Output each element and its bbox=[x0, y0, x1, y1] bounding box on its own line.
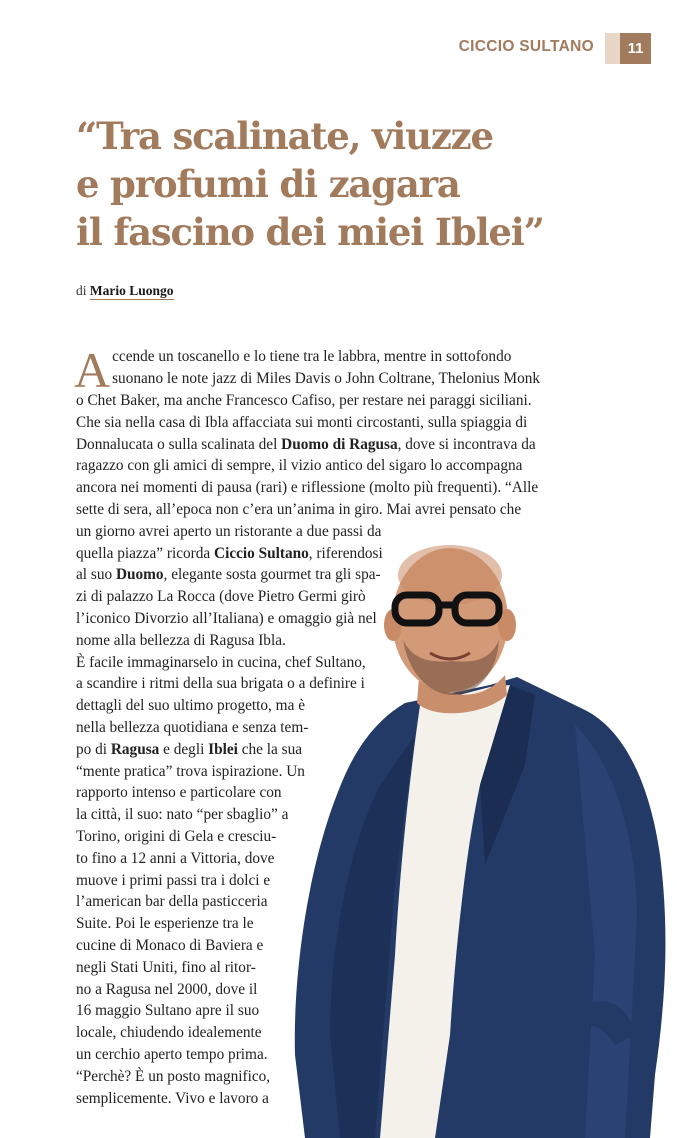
emphasis: Ragusa bbox=[110, 740, 160, 758]
article-line: negli Stati Uniti, fino al ritor- bbox=[76, 958, 256, 976]
article-line: ancora nei momenti di pausa (rari) e riflessione (molto più frequenti). “Alle bbox=[76, 479, 539, 497]
article-line: Suite. Poi le esperienze tra le bbox=[76, 915, 254, 933]
byline bbox=[76, 283, 174, 299]
article-line: o Chet Baker, ma anche Francesco Cafiso, per restare nei paraggi siciliani. bbox=[76, 392, 532, 409]
text-run: Donnalucata o sulla scalinata del bbox=[76, 435, 282, 453]
article-line: 16 maggio Sultano apre il suo bbox=[76, 1002, 260, 1020]
article-line: muove i primi passi tra i dolci e bbox=[76, 871, 271, 889]
running-header bbox=[0, 33, 677, 63]
emphasis: Duomo di Ragusa bbox=[281, 435, 398, 453]
article-line: “mente pratica” trova ispirazione. Un bbox=[76, 762, 305, 780]
article-line: nome alla bellezza di Ragusa Ibla. bbox=[76, 631, 286, 649]
text-run: che la sua bbox=[237, 740, 303, 758]
article-body bbox=[74, 342, 636, 1109]
article-line: un cerchio aperto tempo prima. bbox=[76, 1045, 268, 1063]
article-line: un giorno avrei aperto un ristorante a due passi da bbox=[76, 522, 382, 540]
emphasis: Duomo bbox=[115, 566, 164, 584]
emphasis: Iblei bbox=[208, 740, 238, 758]
text-run: al suo bbox=[76, 566, 116, 584]
article-line: Che sia nella casa di Ibla affacciata sui monti circostanti, sulla spiaggia di bbox=[76, 413, 528, 431]
author-name: Mario Luongo bbox=[89, 283, 174, 298]
article-line: no a Ragusa nel 2000, dove il bbox=[76, 980, 258, 998]
article-line: “Perchè? È un posto magnifico, bbox=[76, 1067, 271, 1085]
article-line: nella bellezza quotidiana e senza tem- bbox=[76, 718, 309, 736]
article-line: l’american bar della pasticceria bbox=[76, 893, 268, 911]
emphasis: Ciccio Sultano bbox=[214, 544, 309, 562]
article-line: l’iconico Divorzio all’Italiana) e omaggio già nel bbox=[76, 609, 377, 627]
text-run: e degli bbox=[159, 740, 209, 758]
section-label: CICCIO SULTANO bbox=[458, 38, 594, 55]
article-line bbox=[76, 434, 636, 456]
drop-cap: A bbox=[74, 342, 111, 398]
article-line: cucine di Monaco di Baviera e bbox=[76, 936, 264, 954]
headline-line: e profumi di zagara bbox=[76, 162, 460, 206]
article-line bbox=[76, 739, 636, 761]
article-line: a scandire i ritmi della sua brigata o a definire i bbox=[76, 675, 365, 693]
article-line bbox=[76, 564, 636, 586]
article-line: ccende un toscanello e lo tiene tra le labbra, mentre in sottofondo bbox=[112, 348, 512, 365]
text-run: po di bbox=[76, 740, 111, 758]
headline-line: “Tra scalinate, viuzze bbox=[76, 114, 493, 158]
article-line: dettagli del suo ultimo progetto, ma è bbox=[76, 697, 305, 715]
article-headline bbox=[76, 112, 636, 256]
article-line: sette di sera, all’epoca non c’era un’anima in giro. Mai avrei pensato che bbox=[76, 500, 522, 518]
byline-prefix: di bbox=[76, 283, 87, 298]
article-line: Torino, origini di Gela e cresciu- bbox=[76, 827, 277, 845]
text-run: quella piazza” ricorda bbox=[76, 544, 215, 562]
article-line: la città, il suo: nato “per sbaglio” a bbox=[76, 806, 289, 824]
article-line: semplicemente. Vivo e lavoro a bbox=[76, 1089, 269, 1107]
text-run: , elegante sosta gourmet tra gli spa- bbox=[163, 566, 381, 584]
article-line bbox=[76, 543, 636, 565]
article-line: È facile immaginarselo in cucina, chef Sultano, bbox=[76, 653, 366, 671]
article-line: to fino a 12 anni a Vittoria, dove bbox=[76, 849, 275, 867]
article-line: ragazzo con gli amici di sempre, il vizio antico del sigaro lo accompagna bbox=[76, 457, 523, 475]
page-number: 11 bbox=[620, 33, 651, 64]
article-line: locale, chiudendo idealemente bbox=[76, 1024, 262, 1042]
text-run: , riferendosi bbox=[308, 544, 383, 562]
article-line: rapporto intenso e particolare con bbox=[76, 784, 282, 802]
article-line: suonano le note jazz di Miles Davis o John Coltrane, Thelonius Monk bbox=[112, 369, 541, 387]
article-line: zi di palazzo La Rocca (dove Pietro Germi girò bbox=[76, 588, 366, 606]
text-run: , dove si incontrava da bbox=[397, 435, 536, 453]
headline-line: il fascino dei miei Iblei” bbox=[76, 210, 544, 254]
